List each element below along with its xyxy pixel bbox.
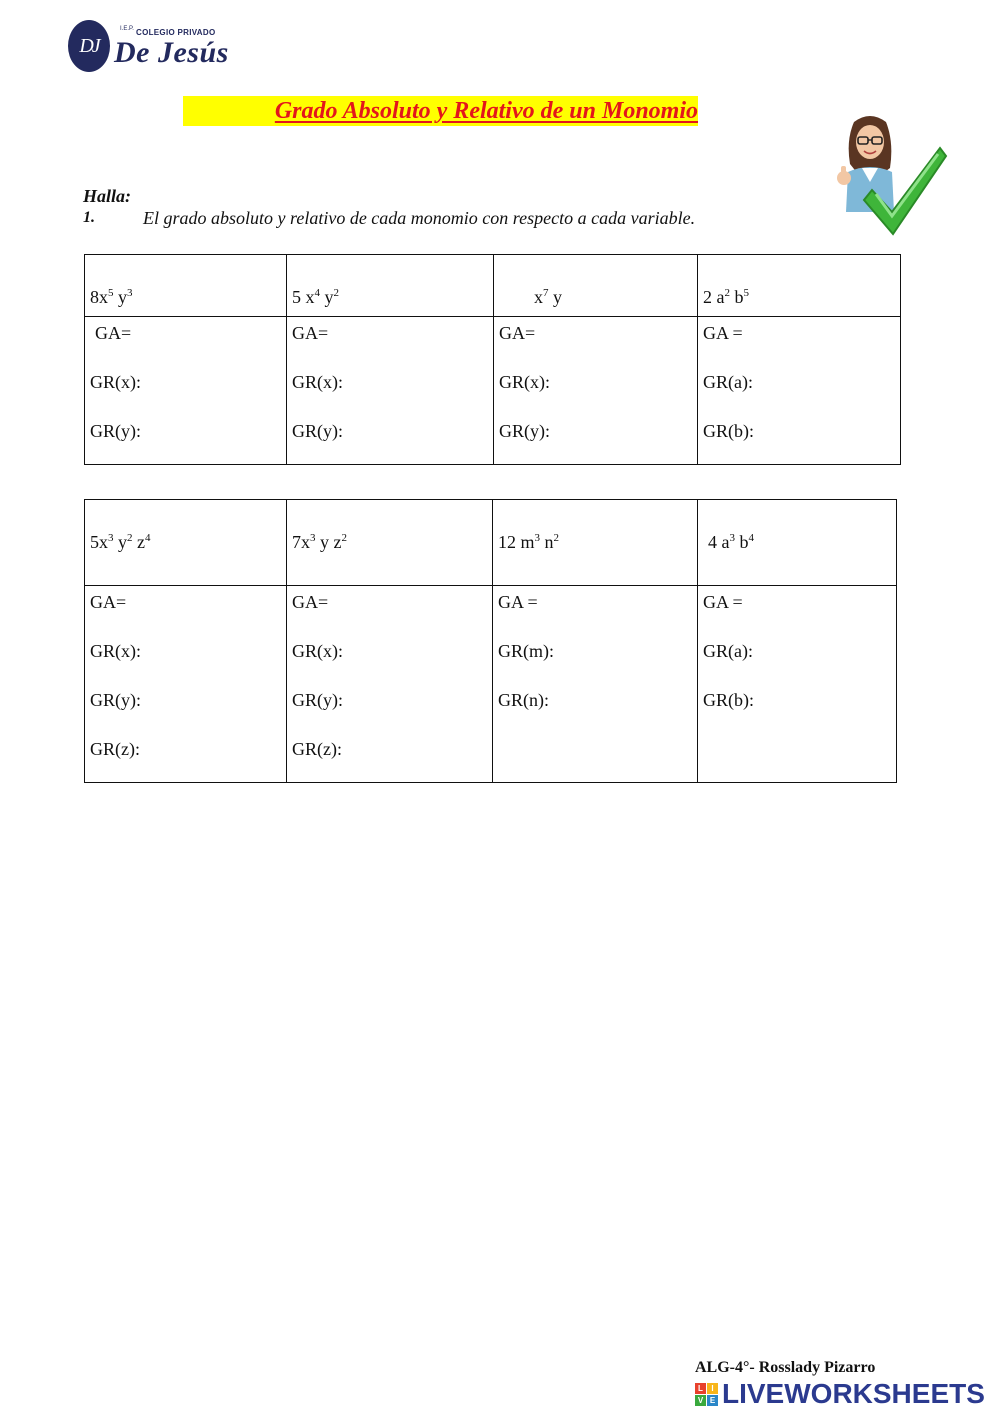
gr-label: GR(m):	[498, 641, 554, 661]
gr-label: GR(y):	[90, 690, 141, 710]
answer-cell[interactable]	[85, 317, 287, 465]
monomial-table-1	[84, 254, 901, 465]
answer-cell[interactable]	[698, 317, 901, 465]
ga-label: GA =	[703, 592, 743, 612]
gr-label: GR(x):	[90, 641, 141, 661]
ga-label: GA =	[498, 592, 538, 612]
instructions-heading: Halla:	[83, 186, 131, 206]
brand-letter-block: I	[707, 1383, 718, 1394]
answer-cell[interactable]	[494, 317, 698, 465]
monomial-cell: 4 $a^3$ $b^4$	[698, 500, 897, 586]
gr-label: GR(x):	[499, 372, 550, 392]
gr-label: GR(x):	[292, 372, 343, 392]
brand-wordmark: LIVEWORKSHEETS	[722, 1378, 985, 1409]
ga-label: GA=	[90, 592, 127, 612]
table-row	[85, 317, 901, 465]
worksheet-title: Grado Absoluto y Relativo de un Monomio	[183, 96, 698, 126]
gr-label: GR(y):	[499, 421, 550, 441]
gr-label: GR(y):	[90, 421, 141, 441]
monomial-cell: 5 $x^4$ $y^2$	[287, 255, 494, 317]
author-credit: ALG-4°- Rosslady Pizarro	[695, 1359, 876, 1376]
monomial-cell: $7x^3$ y $z^2$	[287, 500, 493, 586]
answer-cell[interactable]	[287, 586, 493, 783]
school-logo	[68, 18, 243, 78]
gr-label: GR(y):	[292, 421, 343, 441]
brand-letter-block: E	[707, 1395, 718, 1406]
liveworksheets-brand[interactable]	[695, 1377, 985, 1411]
ga-label: GA=	[292, 592, 329, 612]
gr-label: GR(b):	[703, 421, 754, 441]
gr-label: GR(n):	[498, 690, 549, 710]
teacher-checkmark-illustration	[832, 112, 950, 240]
gr-label: GR(b):	[703, 690, 754, 710]
answer-cell[interactable]	[698, 586, 897, 783]
brand-letter-block: L	[695, 1383, 706, 1394]
answer-cell[interactable]	[287, 317, 494, 465]
gr-label: GR(x):	[90, 372, 141, 392]
gr-label: GR(z):	[292, 739, 342, 759]
instruction-text: El grado absoluto y relativo de cada monomio con respecto a cada variable.	[143, 208, 696, 228]
logo-subtitle: COLEGIO PRIVADO	[136, 28, 216, 37]
answer-cell[interactable]	[85, 586, 287, 783]
logo-school-name: De Jesús	[114, 36, 229, 69]
monomial-table-2	[84, 499, 897, 783]
monomial-cell: 12 $m^3$ $n^2$	[493, 500, 698, 586]
monomial-cell: $5x^3$ $y^2$ $z^4$	[85, 500, 287, 586]
gr-label: GR(a):	[703, 372, 753, 392]
gr-label: GR(z):	[90, 739, 140, 759]
monomial-cell: 2 $a^2$ $b^5$	[698, 255, 901, 317]
monogram-emblem: DJ	[68, 20, 110, 72]
logo-seal-text: I.E.P.	[120, 26, 134, 32]
ga-label: GA=	[95, 323, 132, 343]
table-row	[85, 500, 897, 586]
liveworksheets-logo-icon	[695, 1383, 718, 1406]
answer-cell[interactable]	[493, 586, 698, 783]
ga-label: GA=	[499, 323, 536, 343]
gr-label: GR(a):	[703, 641, 753, 661]
teacher-avatar-icon	[832, 112, 950, 240]
monomial-cell: $x^7$ y	[494, 255, 698, 317]
gr-label: GR(x):	[292, 641, 343, 661]
brand-letter-block: V	[695, 1395, 706, 1406]
gr-label: GR(y):	[292, 690, 343, 710]
ga-label: GA=	[292, 323, 329, 343]
table-row	[85, 255, 901, 317]
step-number: 1.	[83, 209, 95, 226]
monomial-cell: $8x^5$ $y^3$	[85, 255, 287, 317]
table-row	[85, 586, 897, 783]
ga-label: GA =	[703, 323, 743, 343]
